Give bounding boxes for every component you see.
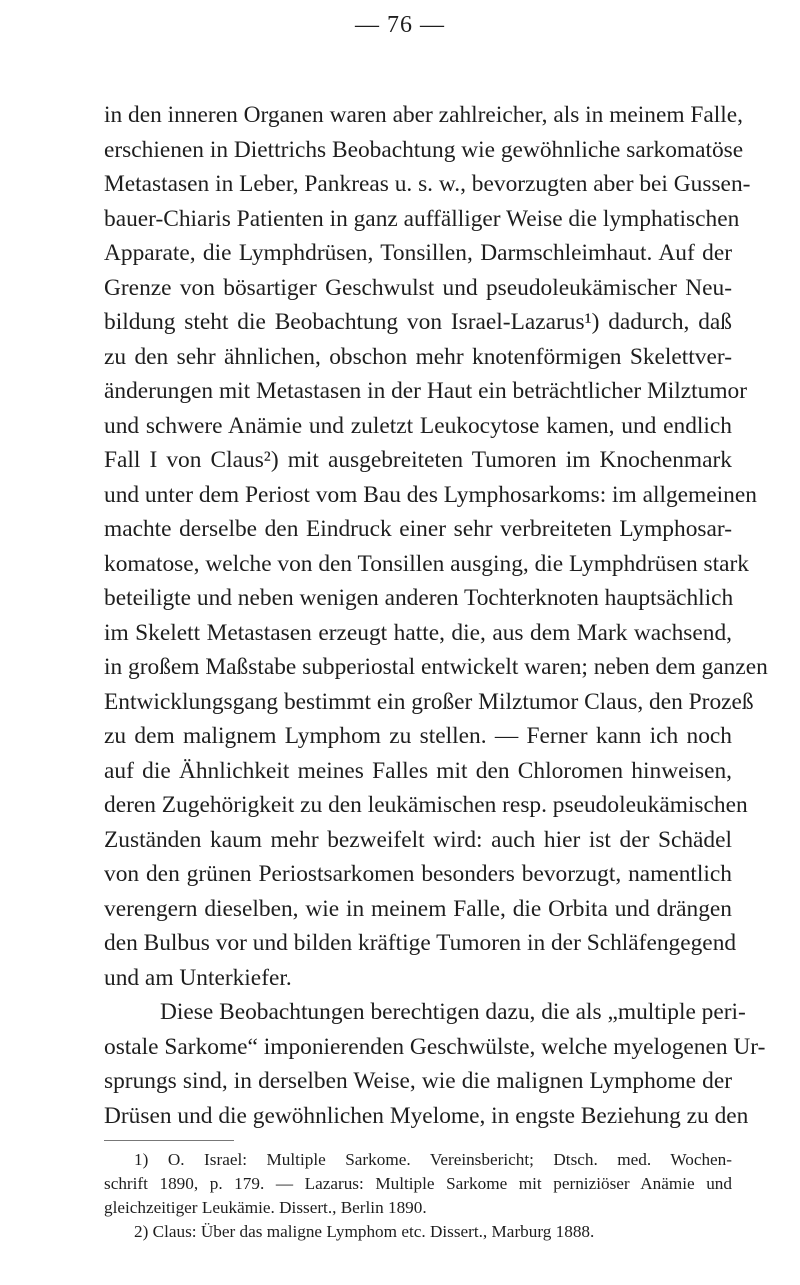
text-line: änderungen mit Metastasen in der Haut ein beträchtlicher Milztumor: [104, 378, 748, 404]
text-line: Entwicklungsgang bestimmt ein großer Milztumor Claus, den Prozeß: [104, 688, 754, 715]
text-line: den Bulbus vor und bilden kräftige Tumoren in der Schläfengegend: [104, 930, 737, 956]
text-line: komatose, welche von den Tonsillen ausging, die Lymphdrüsen stark: [104, 550, 749, 577]
text-line: erschienen in Diettrichs Beobachtung wie gewöhnliche sarkomatöse: [104, 136, 744, 163]
text-line: deren Zugehörigkeit zu den leukämischen resp. pseudoleukämischen: [104, 792, 748, 818]
text-line: machte derselbe den Eindruck einer sehr verbreiteten Lymphosar-: [104, 516, 732, 542]
text-line: verengern dieselben, wie in meinem Falle, die Orbita und drängen: [104, 895, 732, 922]
text-line: von den grünen Periostsarkomen besonders bevorzugt, namentlich: [104, 861, 732, 887]
text-line: auf die Ähnlichkeit meines Falles mit den Chloromen hinweisen,: [104, 757, 732, 784]
text-line: Diese Beobachtungen berechtigen dazu, die als „multiple peri-: [160, 999, 746, 1025]
text-line: beteiligte und neben wenigen anderen Tochterknoten hauptsächlich: [104, 585, 734, 611]
text-line: Grenze von bösartiger Geschwulst und pseudoleukämischer Neu-: [104, 274, 732, 301]
text-line: Fall I von Claus²) mit ausgebreiteten Tumoren im Knochenmark: [104, 447, 732, 473]
text-line: zu den sehr ähnlichen, obschon mehr knotenförmigen Skelettver-: [104, 343, 732, 370]
body-text: [104, 98, 768, 1133]
text-line: bauer-Chiaris Patienten in ganz auffälliger Weise die lymphatischen: [104, 205, 740, 232]
footnote-line: gleichzeitiger Leukämie. Dissert., Berlin 1890.: [104, 1198, 427, 1217]
page-number: — 76 —: [355, 12, 445, 38]
text-line: Metastasen in Leber, Pankreas u. s. w., bevorzugten aber bei Gussen-: [104, 171, 751, 197]
text-line: und unter dem Periost vom Bau des Lymphosarkoms: im allgemeinen: [104, 481, 757, 508]
footnote-line: 2) Claus: Über das maligne Lymphom etc. Dissert., Marburg 1888.: [134, 1222, 595, 1241]
footnote-line: 1) O. Israel: Multiple Sarkome. Vereinsbericht; Dtsch. med. Wochen-: [134, 1150, 732, 1169]
text-line: und am Unterkiefer.: [104, 964, 292, 991]
text-line: in den inneren Organen waren aber zahlreicher, als in meinem Falle,: [104, 102, 744, 128]
text-line: zu dem malignem Lymphom zu stellen. — Ferner kann ich noch: [104, 723, 732, 749]
text-line: Apparate, die Lymphdrüsen, Tonsillen, Darmschleimhaut. Auf der: [104, 240, 732, 266]
text-line: im Skelett Metastasen erzeugt hatte, die, aus dem Mark wachsend,: [104, 619, 732, 646]
text-line: Zuständen kaum mehr bezweifelt wird: auch hier ist der Schädel: [104, 826, 732, 853]
text-line: sprungs sind, in derselben Weise, wie die malignen Lymphome der: [104, 1068, 732, 1094]
text-line: Drüsen und die gewöhnlichen Myelome, in engste Beziehung zu den: [104, 1102, 749, 1129]
text-line: bildung steht die Beobachtung von Israel-Lazarus¹) dadurch, daß: [104, 309, 732, 335]
footnote-line: schrift 1890, p. 179. — Lazarus: Multiple Sarkome mit perniziöser Anämie und: [104, 1174, 732, 1193]
text-line: und schwere Anämie und zuletzt Leukocytose kamen, und endlich: [104, 412, 732, 439]
text-line: in großem Maßstabe subperiostal entwickelt waren; neben dem ganzen: [104, 654, 768, 680]
text-line: ostale Sarkome“ imponierenden Geschwülste, welche myelogenen Ur-: [104, 1033, 766, 1060]
footnotes: [104, 1148, 732, 1244]
footnote-divider: [104, 1140, 234, 1141]
